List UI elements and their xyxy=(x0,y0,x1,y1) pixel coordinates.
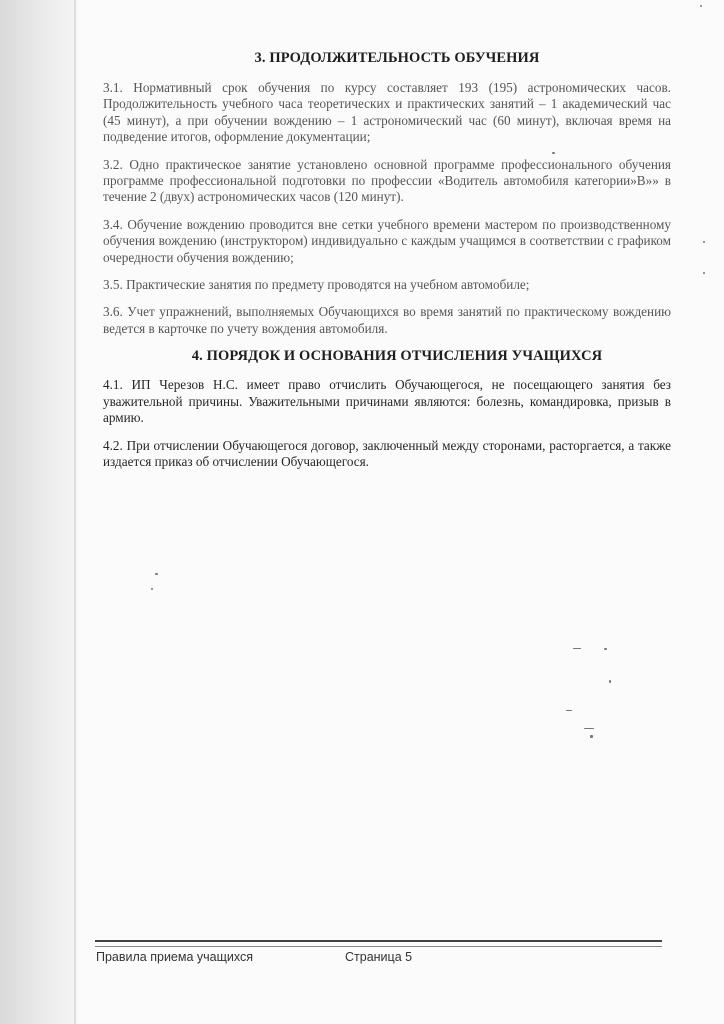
scan-speck xyxy=(700,5,702,7)
scan-speck xyxy=(552,152,555,154)
paragraph-3-6: 3.6. Учет упражнений, выполняемых Обучающихся во время занятий по практическому вождению ведется в карточке по учету вождения автомобиля. xyxy=(103,304,671,336)
scan-speck xyxy=(604,648,607,650)
scan-page-edge xyxy=(0,0,80,1024)
scan-speck xyxy=(703,241,705,243)
footer-divider xyxy=(95,940,662,947)
paragraph-4-2: 4.2. При отчислении Обучающегося договор, заключенный между сторонами, расторгается, а также издается приказ об отчислении Обучающегося. xyxy=(103,437,671,469)
document-body xyxy=(103,50,671,481)
scan-speck xyxy=(590,735,593,738)
scan-speck xyxy=(703,272,705,274)
scan-speck xyxy=(573,648,581,649)
scan-speck xyxy=(584,728,594,729)
paragraph-3-4: 3.4. Обучение вождению проводится вне сетки учебного времени мастером по производственному обучения вождению (инструктором) индивидуально с каждым учащимся в соответствии с графиком очередности обучения вождению; xyxy=(103,216,671,265)
paragraph-3-1: 3.1. Нормативный срок обучения по курсу составляет 193 (195) астрономических часов. Продолжительность учебного часа теоретических и практических занятий – 1 академический час (45 минут), а при обучении вождению – 1 астрономический час (60 минут), включая время на подведение итогов, оформление документации; xyxy=(103,80,671,145)
scan-speck xyxy=(151,588,153,590)
scan-speck xyxy=(609,680,611,683)
paragraph-4-1: 4.1. ИП Черезов Н.С. имеет право отчислить Обучающегося, не посещающего занятия без уважительной причины. Уважительными причинами являются: болезнь, командировка, призыв в армию. xyxy=(103,377,671,426)
scan-speck xyxy=(566,710,572,711)
footer-document-title: Правила приема учащихся xyxy=(96,950,254,964)
section-4-title: 4. ПОРЯДОК И ОСНОВАНИЯ ОТЧИСЛЕНИЯ УЧАЩИХСЯ xyxy=(191,348,603,365)
paragraph-3-5: 3.5. Практические занятия по предмету проводятся на учебном автомобиле; xyxy=(103,277,530,293)
scan-fold-line xyxy=(74,0,76,1024)
section-3-title: 3. ПРОДОЛЖИТЕЛЬНОСТЬ ОБУЧЕНИЯ xyxy=(254,50,540,66)
paragraph-3-2: 3.2. Одно практическое занятие установлено основной программе профессионального обучения программе профессиональной подготовки по профессии «Водитель автомобиля категории»В»» в течение 2 (двух) астрономических часов (120 минут). xyxy=(103,156,671,205)
footer-page-number: Страница 5 xyxy=(345,950,413,964)
scan-speck xyxy=(155,573,158,575)
